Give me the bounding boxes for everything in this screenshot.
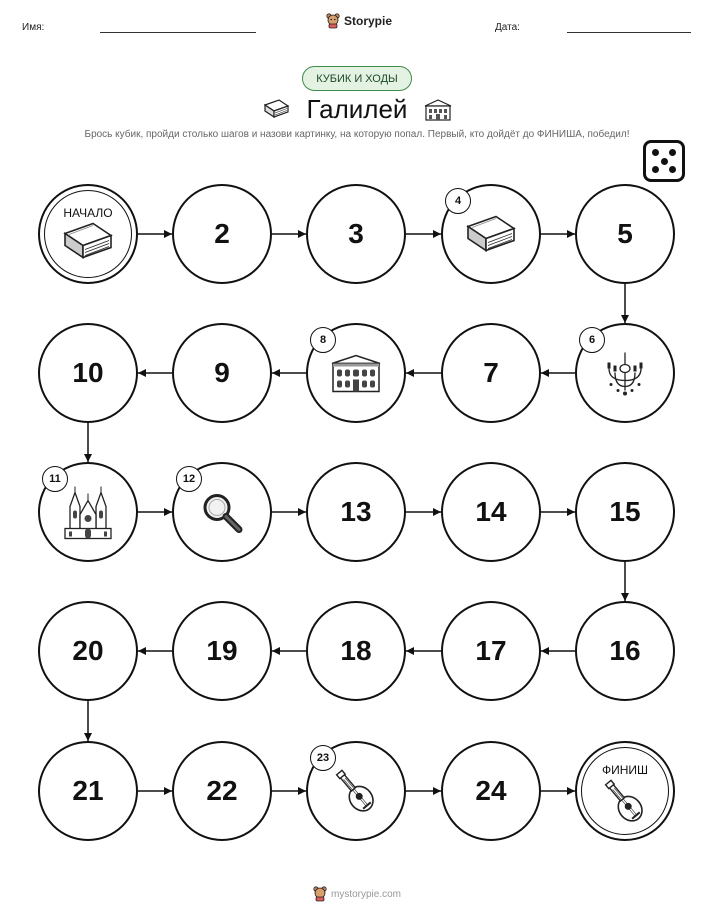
board-cell <box>38 184 138 284</box>
cathedral-icon <box>63 484 113 545</box>
cell-number: 17 <box>475 635 507 666</box>
board-cell <box>172 462 272 562</box>
cell-number: 7 <box>483 357 499 388</box>
board-cell <box>575 323 675 423</box>
cell-label: НАЧАЛО <box>63 206 113 220</box>
board-cell <box>306 601 406 701</box>
board-cell <box>441 741 541 841</box>
cell-number-badge: 12 <box>176 466 202 492</box>
name-label: Имя: <box>22 22 45 33</box>
footer <box>0 886 714 902</box>
cell-number: 10 <box>72 357 104 388</box>
cell-number: 16 <box>609 635 641 666</box>
cell-label: ФИНИШ <box>601 763 649 777</box>
board-cell <box>575 184 675 284</box>
instructions: Брось кубик, пройди столько шагов и назови картинку, на которую попал. Первый, кто дойдёт до ФИНИША, победил! <box>84 129 630 140</box>
cell-number: 22 <box>206 775 238 806</box>
board-cell <box>441 462 541 562</box>
date-label: Дата: <box>495 22 520 33</box>
cell-number-badge: 6 <box>579 327 605 353</box>
cell-number-badge: 4 <box>445 188 471 214</box>
cell-number-badge: 8 <box>310 327 336 353</box>
bear-icon <box>313 886 327 902</box>
cell-number: 19 <box>206 635 238 666</box>
board-cell <box>575 462 675 562</box>
board-cell <box>306 184 406 284</box>
board-cell <box>172 741 272 841</box>
book-icon <box>462 212 520 261</box>
board-cell <box>306 323 406 423</box>
brand-name: Storypie <box>344 14 393 28</box>
cell-number: 14 <box>475 496 507 527</box>
board-cell <box>38 741 138 841</box>
cell-number: 13 <box>340 496 372 527</box>
cell-number-badge: 11 <box>42 466 68 492</box>
board-cell <box>306 462 406 562</box>
lute-icon <box>601 777 649 832</box>
cell-number: 24 <box>475 775 507 806</box>
board-cell <box>441 323 541 423</box>
board-cell <box>38 462 138 562</box>
board-cell <box>575 741 675 841</box>
palace-icon <box>330 353 382 398</box>
board-cell <box>172 601 272 701</box>
cell-number: 3 <box>348 218 364 249</box>
book-icon <box>59 219 117 268</box>
page-title: Галилей <box>306 94 408 124</box>
footer-url: mystorypie.com <box>330 888 401 900</box>
game-type-tag: КУБИК И ХОДЫ <box>302 66 412 91</box>
board-cell <box>38 601 138 701</box>
cell-number-badge: 23 <box>310 745 336 771</box>
board-cell <box>441 601 541 701</box>
cell-number: 2 <box>214 218 230 249</box>
cell-number: 9 <box>214 357 230 388</box>
cell-number: 15 <box>609 496 641 527</box>
chandelier-icon <box>601 350 649 401</box>
cell-number: 21 <box>72 775 104 806</box>
board-cell <box>441 184 541 284</box>
cell-number: 5 <box>617 218 633 249</box>
lute-icon <box>332 766 380 821</box>
board-cell <box>172 184 272 284</box>
board-cell <box>575 601 675 701</box>
cell-number: 20 <box>72 635 104 666</box>
board-cell <box>306 741 406 841</box>
magnifier-icon <box>199 489 245 540</box>
board-cell <box>38 323 138 423</box>
board-cell <box>172 323 272 423</box>
cell-number: 18 <box>340 635 372 666</box>
